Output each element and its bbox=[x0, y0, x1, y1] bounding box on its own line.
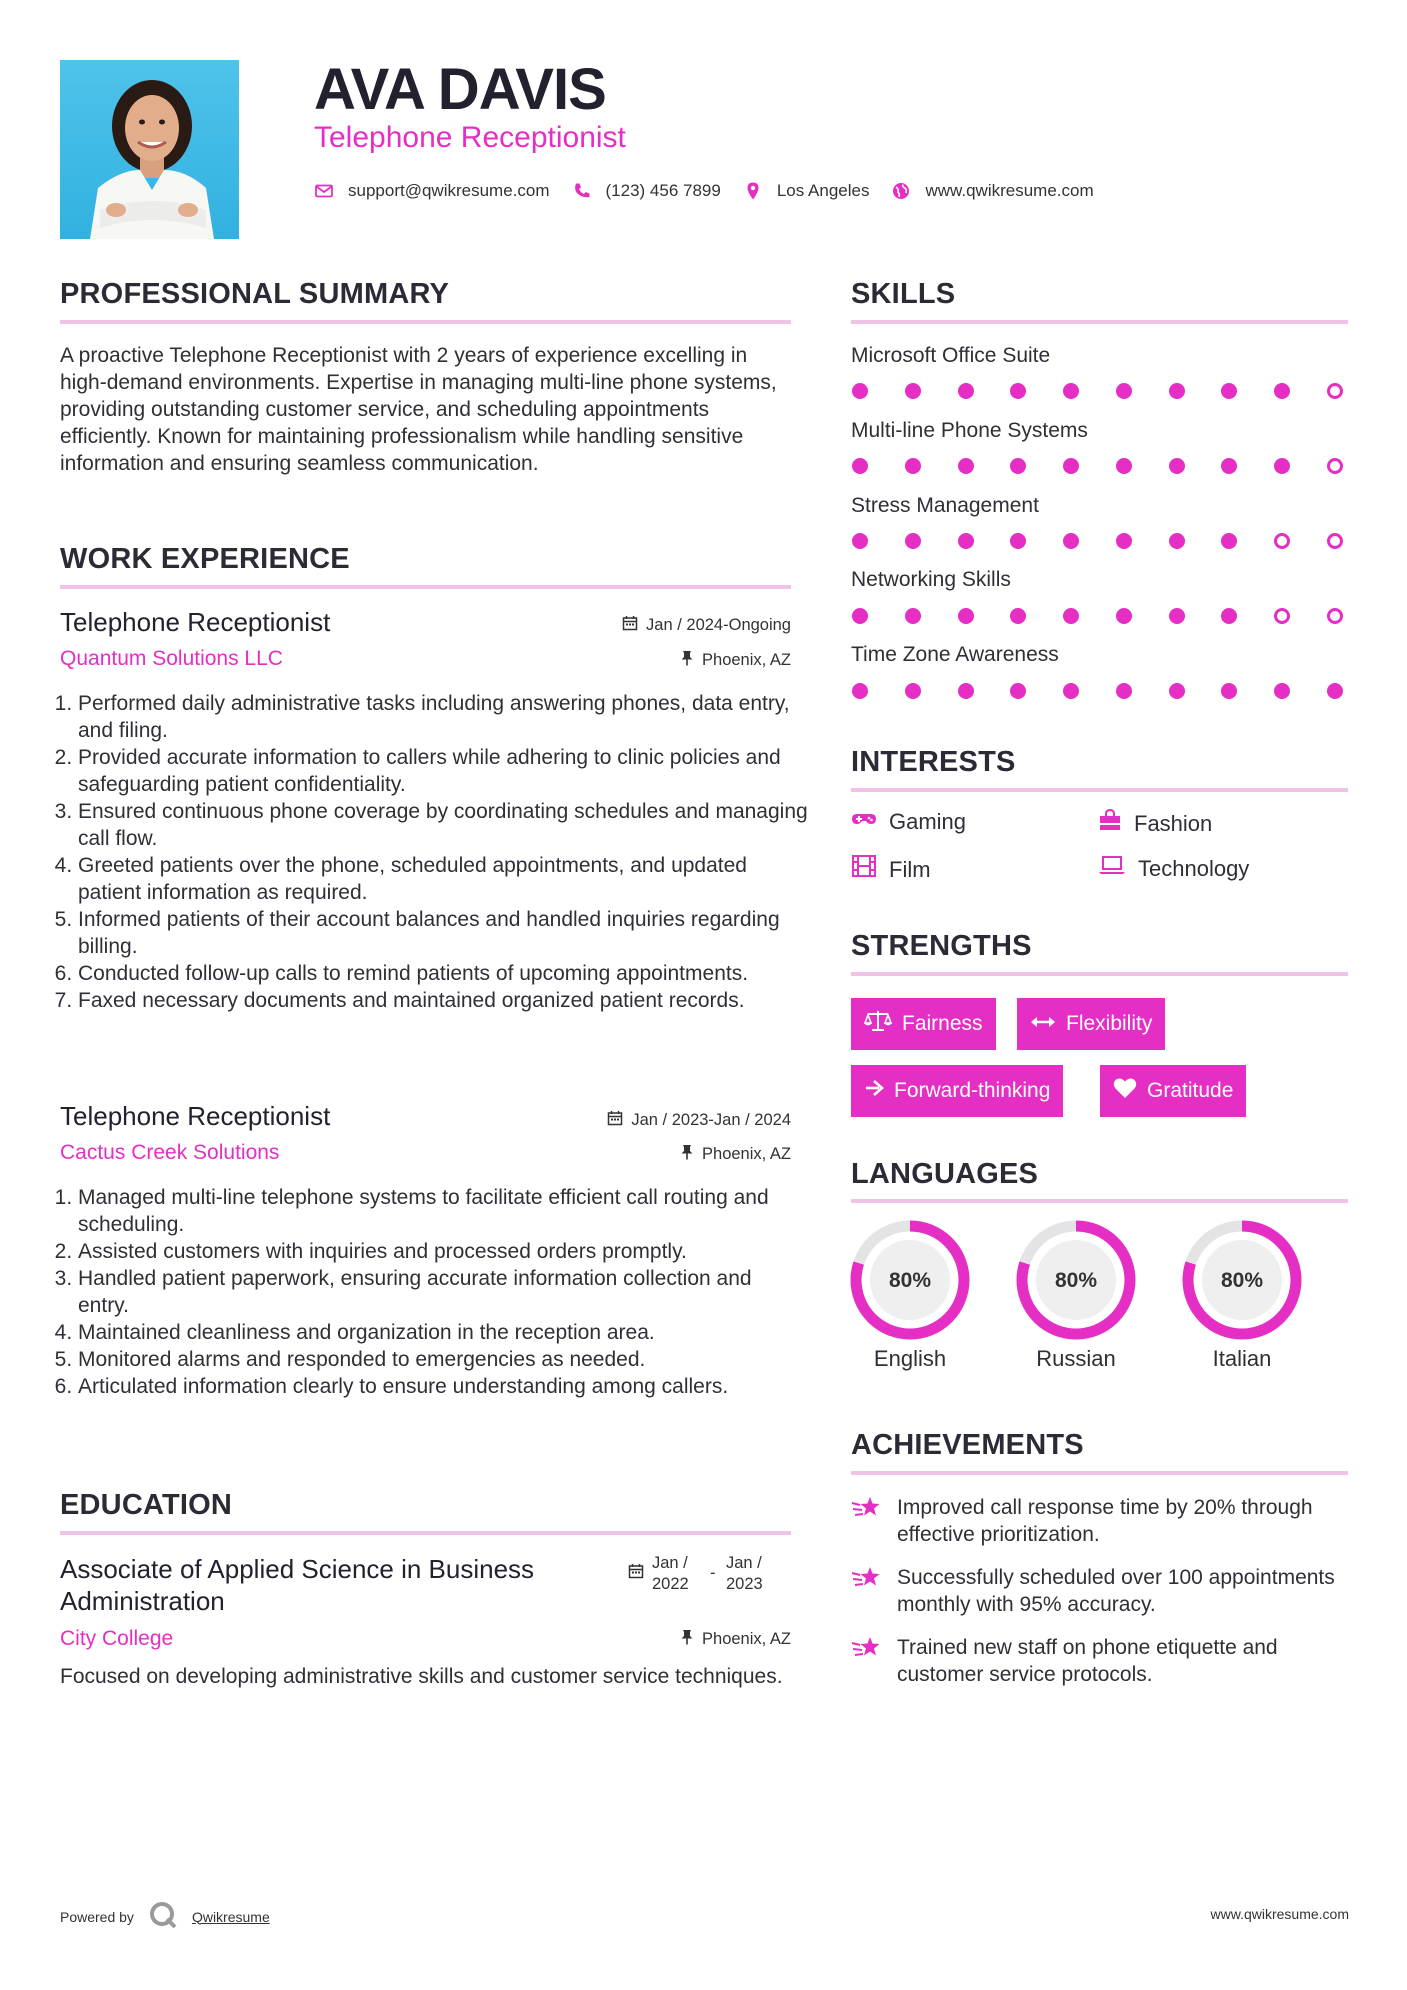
strength-label: Fairness bbox=[902, 1012, 983, 1035]
skill-rating bbox=[852, 381, 1343, 401]
education-location bbox=[471, 1629, 791, 1650]
language-name: Russian bbox=[1036, 1346, 1116, 1371]
skills-divider bbox=[851, 320, 1348, 324]
shooting-star-icon bbox=[851, 1564, 883, 1618]
job-title: Telephone Receptionist bbox=[60, 607, 331, 637]
rating-dot-filled bbox=[1221, 683, 1237, 699]
rating-dot-filled bbox=[852, 383, 868, 399]
rating-dot-filled bbox=[958, 608, 974, 624]
gamepad-icon bbox=[851, 808, 877, 836]
rating-dot-filled bbox=[1169, 533, 1185, 549]
skill-name: Time Zone Awareness bbox=[851, 643, 1059, 666]
calendar-icon bbox=[622, 615, 638, 636]
education-end: Jan / 2023 bbox=[726, 1554, 763, 1593]
pushpin-icon bbox=[680, 1144, 694, 1165]
language-item bbox=[1181, 1219, 1303, 1372]
rating-dot-empty bbox=[1327, 383, 1343, 399]
experience-heading: WORK EXPERIENCE bbox=[60, 543, 350, 575]
rating-dot-empty bbox=[1327, 533, 1343, 549]
rating-dot-filled bbox=[1221, 608, 1237, 624]
rating-dot-filled bbox=[1063, 533, 1079, 549]
rating-dot-empty bbox=[1274, 533, 1290, 549]
strengths-divider bbox=[851, 972, 1348, 976]
scale-icon bbox=[864, 1009, 892, 1039]
rating-dot-filled bbox=[1274, 683, 1290, 699]
pushpin-icon bbox=[680, 1629, 694, 1650]
summary-heading: PROFESSIONAL SUMMARY bbox=[60, 278, 450, 310]
language-percent: 80% bbox=[1054, 1269, 1098, 1292]
map-pin-icon bbox=[743, 181, 763, 201]
laptop-icon bbox=[1098, 854, 1126, 883]
language-ring bbox=[1015, 1219, 1137, 1341]
list-item: 1. Performed daily administrative tasks including answering phones, data entry, and filing. bbox=[78, 690, 808, 744]
skill-name: Networking Skills bbox=[851, 568, 1011, 591]
rating-dot-filled bbox=[1116, 533, 1132, 549]
summary-divider bbox=[60, 320, 791, 324]
interest-item bbox=[851, 808, 966, 836]
rating-dot-empty bbox=[1327, 608, 1343, 624]
education-description: Focused on developing administrative skills and customer service techniques. bbox=[60, 1665, 783, 1688]
strength-badge bbox=[851, 998, 996, 1050]
rating-dot-empty bbox=[1274, 608, 1290, 624]
languages-divider bbox=[851, 1199, 1348, 1203]
strength-label: Flexibility bbox=[1066, 1012, 1153, 1035]
skill-rating bbox=[852, 606, 1343, 626]
rating-dot-filled bbox=[1010, 683, 1026, 699]
job-dates bbox=[471, 1110, 791, 1131]
interest-label: Gaming bbox=[889, 809, 967, 834]
interest-item bbox=[1098, 854, 1249, 883]
list-item: 3. Handled patient paperwork, ensuring accurate information collection and entry. bbox=[78, 1265, 808, 1319]
rating-dot-filled bbox=[1274, 458, 1290, 474]
rating-dot-filled bbox=[958, 383, 974, 399]
rating-dot-filled bbox=[852, 608, 868, 624]
skill-name: Microsoft Office Suite bbox=[851, 344, 1051, 367]
list-item: 6. Conducted follow-up calls to remind patients of upcoming appointments. bbox=[78, 960, 808, 987]
education-dates: Jan / 2022 - Jan / 2023 bbox=[628, 1553, 778, 1595]
job-location-text: Phoenix, AZ bbox=[702, 1145, 791, 1163]
achievement-item bbox=[851, 1564, 1348, 1618]
job-dates-text: Jan / 2023-Jan / 2024 bbox=[631, 1111, 791, 1129]
rating-dot-filled bbox=[1221, 458, 1237, 474]
list-item: 4. Maintained cleanliness and organization in the reception area. bbox=[78, 1319, 808, 1346]
candidate-name: AVA DAVIS bbox=[314, 57, 606, 122]
rating-dot-filled bbox=[1063, 458, 1079, 474]
education-divider bbox=[60, 1531, 791, 1535]
calendar-icon bbox=[628, 1553, 644, 1595]
language-name: Italian bbox=[1212, 1346, 1272, 1371]
list-item: 6. Articulated information clearly to ensure understanding among callers. bbox=[78, 1373, 808, 1400]
rating-dot-filled bbox=[905, 533, 921, 549]
rating-dot-filled bbox=[905, 683, 921, 699]
experience-divider bbox=[60, 585, 791, 589]
job-dates bbox=[471, 615, 791, 636]
language-name: English bbox=[873, 1346, 947, 1371]
calendar-icon bbox=[607, 1110, 623, 1131]
contact-email[interactable]: support@qwikresume.com bbox=[348, 181, 550, 200]
languages-heading: LANGUAGES bbox=[851, 1158, 1039, 1190]
job-location bbox=[471, 650, 791, 671]
shooting-star-icon bbox=[851, 1494, 883, 1548]
job-location-text: Phoenix, AZ bbox=[702, 651, 791, 669]
qwikresume-link[interactable]: Qwikresume bbox=[191, 1908, 270, 1925]
globe-icon bbox=[891, 181, 911, 201]
list-item: 5. Informed patients of their account balances and handled inquiries regarding billing. bbox=[78, 906, 808, 960]
pushpin-icon bbox=[680, 650, 694, 671]
language-percent: 80% bbox=[888, 1269, 932, 1292]
strength-badge bbox=[1100, 1065, 1246, 1117]
language-ring bbox=[849, 1219, 971, 1341]
education-location-text: Phoenix, AZ bbox=[702, 1630, 791, 1648]
rating-dot-filled bbox=[1221, 533, 1237, 549]
footer-powered bbox=[60, 1900, 270, 1933]
summary-text: A proactive Telephone Receptionist with 2 years of experience excelling in high-demand environments. Expertise in managing multi-line phone systems, providing outstanding customer service, and scheduling appointments efficiently. Known for maintaining professionalism while handling sensitive information and ensuring seamless communication. bbox=[60, 344, 777, 475]
degree-title: Associate of Applied Science in Business Administration bbox=[60, 1554, 535, 1616]
envelope-icon bbox=[314, 181, 334, 201]
phone-icon bbox=[572, 181, 592, 201]
rating-dot-filled bbox=[958, 458, 974, 474]
interests-divider bbox=[851, 788, 1348, 792]
achievement-item bbox=[851, 1634, 1348, 1688]
rating-dot-filled bbox=[1063, 383, 1079, 399]
list-item: 4. Greeted patients over the phone, scheduled appointments, and updated patient information as required. bbox=[78, 852, 808, 906]
skills-heading: SKILLS bbox=[851, 278, 956, 310]
rating-dot-empty bbox=[1327, 458, 1343, 474]
rating-dot-filled bbox=[905, 383, 921, 399]
strength-label: Forward-thinking bbox=[894, 1079, 1051, 1102]
rating-dot-filled bbox=[1010, 383, 1026, 399]
rating-dot-filled bbox=[1169, 683, 1185, 699]
shopping-bag-icon bbox=[1098, 808, 1122, 839]
arrows-horizontal-icon bbox=[1030, 1012, 1056, 1036]
job-dates-text: Jan / 2024-Ongoing bbox=[646, 616, 791, 634]
skill-rating bbox=[852, 531, 1343, 551]
education-heading: EDUCATION bbox=[60, 1489, 233, 1521]
strength-badge bbox=[851, 1065, 1063, 1117]
rating-dot-filled bbox=[1169, 458, 1185, 474]
rating-dot-filled bbox=[1116, 608, 1132, 624]
achievement-text: Trained new staff on phone etiquette and customer service protocols. bbox=[897, 1636, 1278, 1686]
rating-dot-filled bbox=[1327, 683, 1343, 699]
strength-label: Gratitude bbox=[1147, 1079, 1234, 1102]
list-item: 1. Managed multi-line telephone systems to facilitate efficient call routing and scheduling. bbox=[78, 1184, 808, 1238]
rating-dot-filled bbox=[1010, 458, 1026, 474]
interest-label: Film bbox=[889, 856, 931, 882]
achievements-divider bbox=[851, 1471, 1348, 1475]
qwikresume-logo-icon bbox=[148, 1900, 178, 1933]
rating-dot-filled bbox=[1221, 383, 1237, 399]
rating-dot-filled bbox=[1010, 533, 1026, 549]
film-icon bbox=[851, 854, 877, 885]
interest-item bbox=[851, 854, 931, 885]
rating-dot-filled bbox=[958, 533, 974, 549]
rating-dot-filled bbox=[1063, 608, 1079, 624]
rating-dot-filled bbox=[1116, 383, 1132, 399]
skill-name: Stress Management bbox=[851, 494, 1039, 517]
job-duties bbox=[60, 1184, 808, 1400]
achievement-text: Successfully scheduled over 100 appointments monthly with 95% accuracy. bbox=[897, 1566, 1335, 1616]
job-company: Quantum Solutions LLC bbox=[60, 647, 283, 670]
heart-icon bbox=[1113, 1077, 1137, 1105]
job-company: Cactus Creek Solutions bbox=[60, 1141, 280, 1164]
achievement-item bbox=[851, 1494, 1348, 1548]
strengths-heading: STRENGTHS bbox=[851, 930, 1032, 962]
rating-dot-filled bbox=[1169, 383, 1185, 399]
contact-phone[interactable]: (123) 456 7899 bbox=[605, 181, 721, 200]
language-item bbox=[849, 1219, 971, 1372]
rating-dot-filled bbox=[1063, 683, 1079, 699]
job-location bbox=[471, 1144, 791, 1165]
rating-dot-filled bbox=[852, 458, 868, 474]
shooting-star-icon bbox=[851, 1634, 883, 1688]
achievement-text: Improved call response time by 20% through effective prioritization. bbox=[897, 1496, 1313, 1546]
contact-website[interactable]: www.qwikresume.com bbox=[925, 181, 1094, 200]
language-percent: 80% bbox=[1220, 1269, 1264, 1292]
strength-badge bbox=[1017, 998, 1165, 1050]
contact-bar bbox=[314, 176, 1116, 206]
job-duties bbox=[60, 690, 808, 1014]
interests-heading: INTERESTS bbox=[851, 746, 1016, 778]
rating-dot-filled bbox=[1169, 608, 1185, 624]
language-item bbox=[1015, 1219, 1137, 1372]
language-ring bbox=[1181, 1219, 1303, 1341]
interest-label: Technology bbox=[1138, 855, 1250, 881]
rating-dot-filled bbox=[905, 608, 921, 624]
job-title: Telephone Receptionist bbox=[60, 1101, 331, 1131]
profile-photo bbox=[60, 60, 239, 239]
powered-by-label: Powered by bbox=[60, 1908, 134, 1925]
arrow-right-icon bbox=[864, 1079, 884, 1103]
rating-dot-filled bbox=[1116, 458, 1132, 474]
list-item: 2. Assisted customers with inquiries and processed orders promptly. bbox=[78, 1238, 808, 1265]
list-item: 3. Ensured continuous phone coverage by coordinating schedules and managing call flow. bbox=[78, 798, 808, 852]
list-item: 7. Faxed necessary documents and maintained organized patient records. bbox=[78, 987, 808, 1014]
skill-name: Multi-line Phone Systems bbox=[851, 419, 1088, 442]
education-start: Jan / 2022 bbox=[652, 1554, 689, 1593]
rating-dot-filled bbox=[905, 458, 921, 474]
list-item: 5. Monitored alarms and responded to emergencies as needed. bbox=[78, 1346, 808, 1373]
rating-dot-filled bbox=[1116, 683, 1132, 699]
school-name: City College bbox=[60, 1627, 174, 1650]
list-item: 2. Provided accurate information to callers while adhering to clinic policies and safeguarding patient confidentiality. bbox=[78, 744, 808, 798]
rating-dot-filled bbox=[852, 683, 868, 699]
interest-item bbox=[1098, 808, 1212, 839]
footer-website[interactable]: www.qwikresume.com bbox=[1210, 1906, 1349, 1922]
rating-dot-filled bbox=[1274, 383, 1290, 399]
rating-dot-filled bbox=[852, 533, 868, 549]
rating-dot-filled bbox=[958, 683, 974, 699]
interest-label: Fashion bbox=[1134, 810, 1213, 836]
rating-dot-filled bbox=[1010, 608, 1026, 624]
candidate-role: Telephone Receptionist bbox=[314, 121, 626, 154]
achievements-heading: ACHIEVEMENTS bbox=[851, 1429, 1084, 1461]
contact-location: Los Angeles bbox=[776, 181, 870, 200]
skill-rating bbox=[852, 456, 1343, 476]
skill-rating bbox=[852, 681, 1343, 701]
